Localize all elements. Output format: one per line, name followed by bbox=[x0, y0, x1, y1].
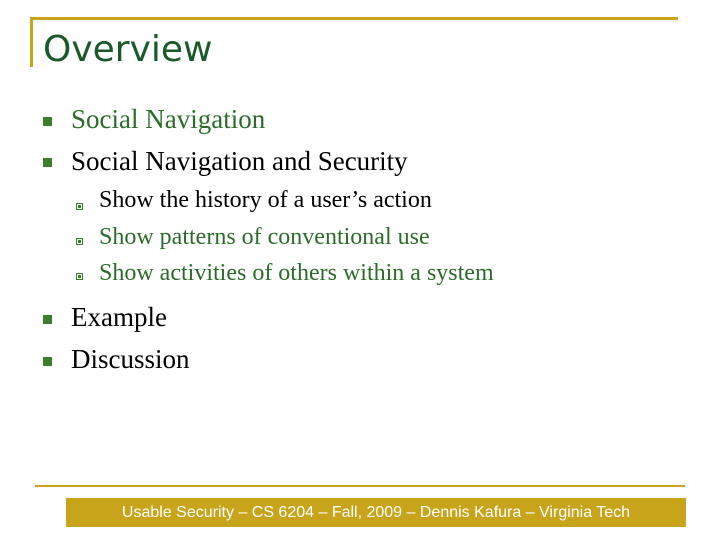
frame-top-rule bbox=[30, 17, 678, 20]
sub-bullet-patterns: Show patterns of conventional use bbox=[99, 224, 430, 250]
footer-rule bbox=[35, 485, 685, 487]
square-bullet-icon bbox=[43, 357, 52, 366]
hollow-square-bullet-icon bbox=[76, 238, 83, 245]
bullet-item-example: Example bbox=[71, 302, 167, 332]
bullet-item-discussion: Discussion bbox=[71, 344, 190, 374]
sub-bullet-activities: Show activities of others within a system bbox=[99, 260, 494, 286]
square-bullet-icon bbox=[43, 158, 52, 167]
footer-text: Usable Security – CS 6204 – Fall, 2009 – Dennis Kafura – Virginia Tech bbox=[121, 504, 631, 521]
frame-left-rule bbox=[30, 17, 33, 67]
bullet-item-social-navigation-security: Social Navigation and Security bbox=[71, 146, 408, 176]
hollow-square-bullet-icon bbox=[76, 273, 83, 280]
bullet-item-social-navigation: Social Navigation bbox=[71, 104, 266, 134]
hollow-square-bullet-icon bbox=[76, 203, 83, 210]
slide-title: Overview bbox=[43, 29, 213, 70]
sub-bullet-history: Show the history of a user’s action bbox=[99, 187, 432, 213]
square-bullet-icon bbox=[43, 117, 52, 126]
square-bullet-icon bbox=[43, 315, 52, 324]
footer-bar bbox=[66, 498, 686, 527]
